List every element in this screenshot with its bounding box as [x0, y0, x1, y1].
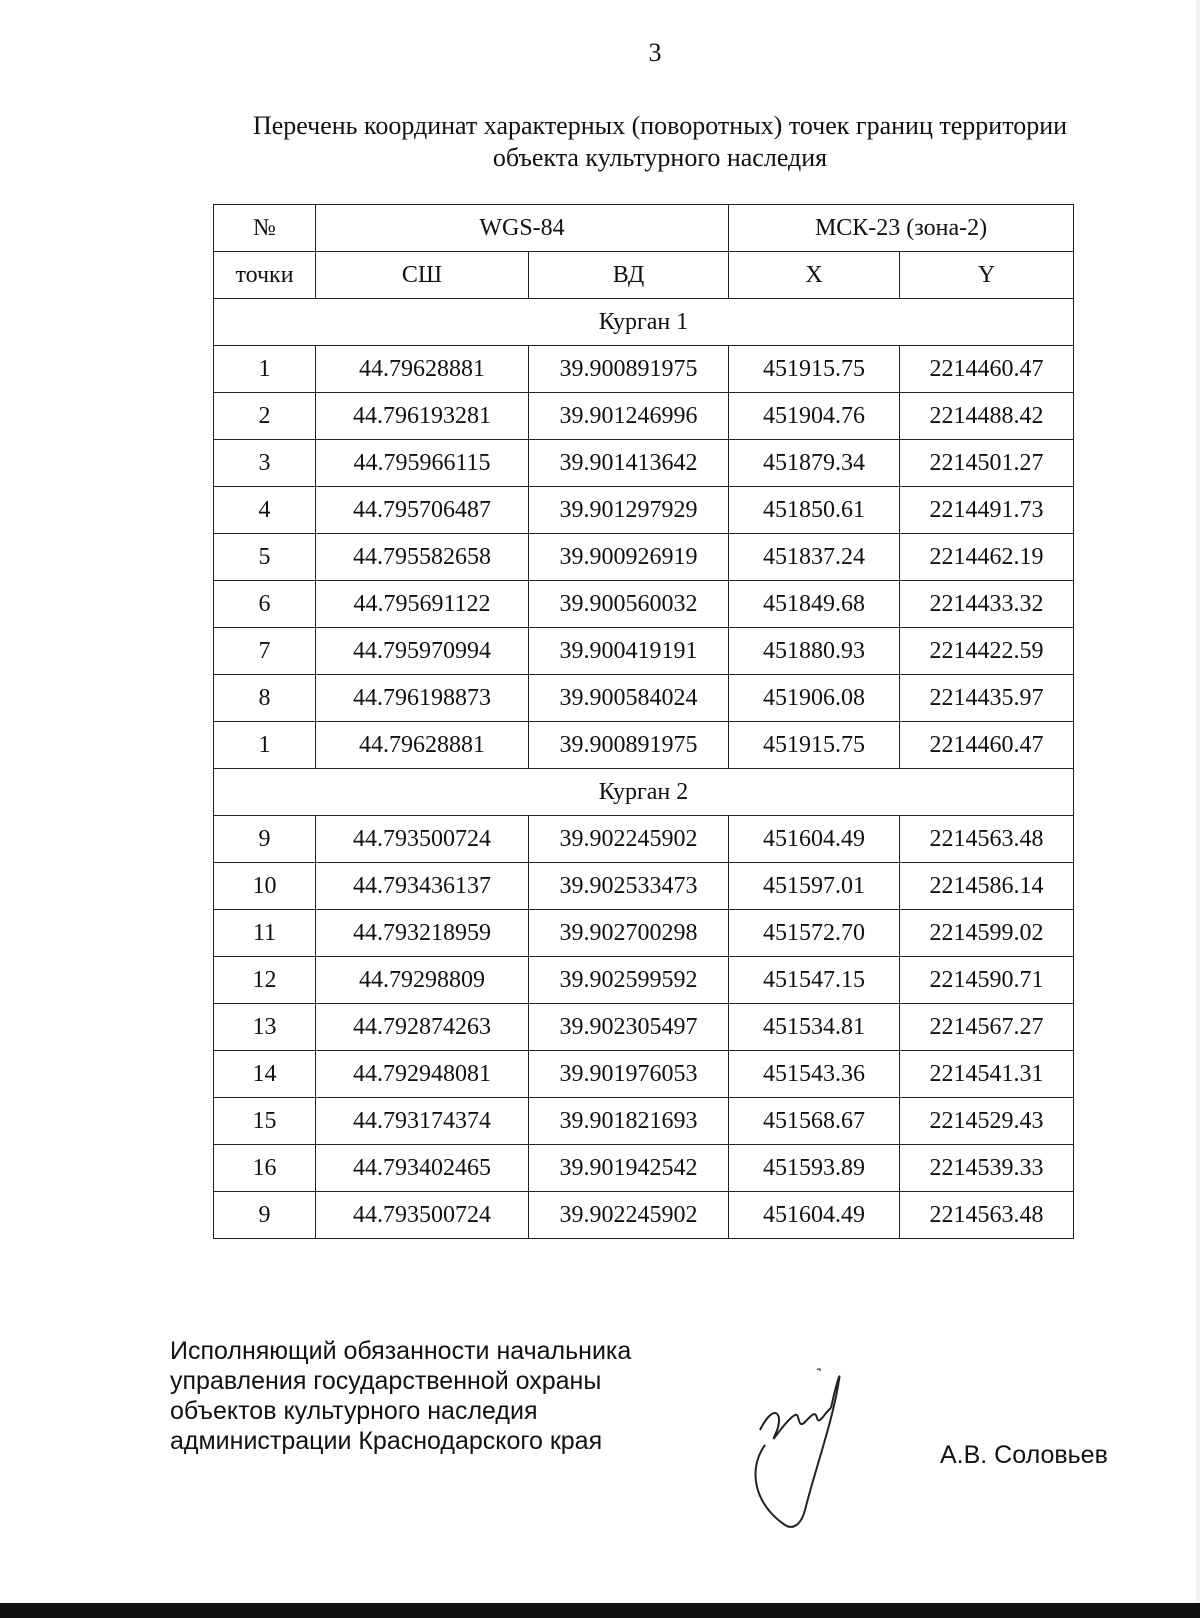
- cell-y: 2214586.14: [900, 863, 1074, 910]
- cell-x: 451837.24: [729, 534, 900, 581]
- section-row: [214, 299, 1074, 346]
- table-row: [214, 1145, 1074, 1192]
- cell-y: 2214488.42: [900, 393, 1074, 440]
- cell-point-number: 5: [214, 534, 316, 581]
- cell-longitude: 39.902700298: [529, 910, 729, 957]
- cell-point-number: 8: [214, 675, 316, 722]
- table-row: [214, 346, 1074, 393]
- header-latitude: СШ: [316, 252, 529, 299]
- cell-longitude: 39.900926919: [529, 534, 729, 581]
- cell-latitude: 44.795970994: [316, 628, 529, 675]
- table-row: [214, 393, 1074, 440]
- cell-point-number: 12: [214, 957, 316, 1004]
- cell-latitude: 44.795966115: [316, 440, 529, 487]
- cell-point-number: 15: [214, 1098, 316, 1145]
- scan-border: [0, 1603, 1200, 1618]
- cell-x: 451915.75: [729, 346, 900, 393]
- table-row: [214, 1098, 1074, 1145]
- cell-point-number: 11: [214, 910, 316, 957]
- cell-longitude: 39.901246996: [529, 393, 729, 440]
- document-title-line-1: Перечень координат характерных (поворотных) точек границ территории: [252, 111, 1068, 140]
- table-row: [214, 957, 1074, 1004]
- cell-point-number: 2: [214, 393, 316, 440]
- cell-latitude: 44.795691122: [316, 581, 529, 628]
- cell-latitude: 44.79628881: [316, 722, 529, 769]
- header-wgs84: WGS-84: [316, 205, 729, 252]
- document-title: [160, 110, 1160, 174]
- cell-x: 451906.08: [729, 675, 900, 722]
- cell-latitude: 44.793436137: [316, 863, 529, 910]
- table-row: [214, 910, 1074, 957]
- cell-point-number: 1: [214, 346, 316, 393]
- cell-y: 2214460.47: [900, 722, 1074, 769]
- cell-point-number: 3: [214, 440, 316, 487]
- cell-x: 451604.49: [729, 1192, 900, 1239]
- cell-longitude: 39.902245902: [529, 1192, 729, 1239]
- table-row: [214, 581, 1074, 628]
- table-row: [214, 675, 1074, 722]
- cell-longitude: 39.900891975: [529, 722, 729, 769]
- cell-x: 451880.93: [729, 628, 900, 675]
- cell-y: 2214491.73: [900, 487, 1074, 534]
- table-row: [214, 863, 1074, 910]
- section-title: Курган 1: [214, 299, 1074, 346]
- cell-longitude: 39.902599592: [529, 957, 729, 1004]
- cell-latitude: 44.796193281: [316, 393, 529, 440]
- cell-y: 2214435.97: [900, 675, 1074, 722]
- cell-latitude: 44.793218959: [316, 910, 529, 957]
- cell-x: 451572.70: [729, 910, 900, 957]
- cell-x: 451904.76: [729, 393, 900, 440]
- cell-y: 2214501.27: [900, 440, 1074, 487]
- cell-y: 2214462.19: [900, 534, 1074, 581]
- cell-point-number: 16: [214, 1145, 316, 1192]
- cell-y: 2214433.32: [900, 581, 1074, 628]
- cell-y: 2214563.48: [900, 816, 1074, 863]
- cell-y: 2214541.31: [900, 1051, 1074, 1098]
- cell-y: 2214599.02: [900, 910, 1074, 957]
- cell-latitude: 44.795582658: [316, 534, 529, 581]
- cell-longitude: 39.900419191: [529, 628, 729, 675]
- cell-point-number: 10: [214, 863, 316, 910]
- cell-longitude: 39.900584024: [529, 675, 729, 722]
- cell-longitude: 39.901976053: [529, 1051, 729, 1098]
- cell-x: 451915.75: [729, 722, 900, 769]
- cell-x: 451879.34: [729, 440, 900, 487]
- cell-y: 2214460.47: [900, 346, 1074, 393]
- signer-position-line: Исполняющий обязанности начальника: [170, 1337, 632, 1365]
- signer-name: А.В. Соловьев: [940, 1441, 1108, 1469]
- signer-position-line: администрации Краснодарского края: [170, 1427, 603, 1455]
- coordinates-table: [213, 204, 1074, 1239]
- cell-longitude: 39.901413642: [529, 440, 729, 487]
- signer-position: [170, 1336, 631, 1456]
- cell-y: 2214590.71: [900, 957, 1074, 1004]
- page-number: 3: [648, 38, 662, 67]
- cell-longitude: 39.902305497: [529, 1004, 729, 1051]
- cell-point-number: 9: [214, 816, 316, 863]
- table-row: [214, 1051, 1074, 1098]
- table-row: [214, 1004, 1074, 1051]
- table-row: [214, 487, 1074, 534]
- cell-point-number: 9: [214, 1192, 316, 1239]
- table-row: [214, 534, 1074, 581]
- cell-latitude: 44.793402465: [316, 1145, 529, 1192]
- cell-y: 2214567.27: [900, 1004, 1074, 1051]
- signer-position-line: управления государственной охраны: [170, 1367, 602, 1395]
- cell-point-number: 13: [214, 1004, 316, 1051]
- cell-x: 451534.81: [729, 1004, 900, 1051]
- cell-latitude: 44.79298809: [316, 957, 529, 1004]
- cell-latitude: 44.793174374: [316, 1098, 529, 1145]
- cell-latitude: 44.793500724: [316, 1192, 529, 1239]
- table-row: [214, 628, 1074, 675]
- cell-y: 2214529.43: [900, 1098, 1074, 1145]
- cell-latitude: 44.795706487: [316, 487, 529, 534]
- cell-longitude: 39.902245902: [529, 816, 729, 863]
- cell-latitude: 44.796198873: [316, 675, 529, 722]
- cell-point-number: 4: [214, 487, 316, 534]
- header-point-label: точки: [214, 252, 316, 299]
- document-title-line-2: объекта культурного наследия: [492, 143, 828, 172]
- handwritten-signature: [745, 1360, 895, 1540]
- cell-longitude: 39.901821693: [529, 1098, 729, 1145]
- table-row: [214, 1192, 1074, 1239]
- cell-longitude: 39.901297929: [529, 487, 729, 534]
- table-row: [214, 816, 1074, 863]
- cell-x: 451849.68: [729, 581, 900, 628]
- section-row: [214, 769, 1074, 816]
- cell-x: 451543.36: [729, 1051, 900, 1098]
- cell-x: 451604.49: [729, 816, 900, 863]
- signer-position-line: объектов культурного наследия: [170, 1397, 538, 1425]
- cell-y: 2214563.48: [900, 1192, 1074, 1239]
- table-row: [214, 722, 1074, 769]
- cell-longitude: 39.900891975: [529, 346, 729, 393]
- cell-y: 2214539.33: [900, 1145, 1074, 1192]
- cell-longitude: 39.902533473: [529, 863, 729, 910]
- table-row: [214, 440, 1074, 487]
- cell-latitude: 44.793500724: [316, 816, 529, 863]
- cell-longitude: 39.900560032: [529, 581, 729, 628]
- cell-point-number: 6: [214, 581, 316, 628]
- cell-point-number: 14: [214, 1051, 316, 1098]
- header-x: X: [729, 252, 900, 299]
- cell-y: 2214422.59: [900, 628, 1074, 675]
- coordinates-table-body: [214, 299, 1074, 1239]
- cell-x: 451547.15: [729, 957, 900, 1004]
- cell-latitude: 44.79628881: [316, 346, 529, 393]
- cell-x: 451593.89: [729, 1145, 900, 1192]
- cell-point-number: 1: [214, 722, 316, 769]
- cell-point-number: 7: [214, 628, 316, 675]
- section-title: Курган 2: [214, 769, 1074, 816]
- cell-x: 451568.67: [729, 1098, 900, 1145]
- cell-x: 451597.01: [729, 863, 900, 910]
- header-msk23: МСК-23 (зона-2): [729, 205, 1074, 252]
- header-y: Y: [900, 252, 1074, 299]
- cell-latitude: 44.792874263: [316, 1004, 529, 1051]
- header-point-number-symbol: №: [214, 205, 316, 252]
- cell-longitude: 39.901942542: [529, 1145, 729, 1192]
- cell-x: 451850.61: [729, 487, 900, 534]
- scan-edge: [1196, 0, 1200, 1603]
- cell-latitude: 44.792948081: [316, 1051, 529, 1098]
- header-longitude: ВД: [529, 252, 729, 299]
